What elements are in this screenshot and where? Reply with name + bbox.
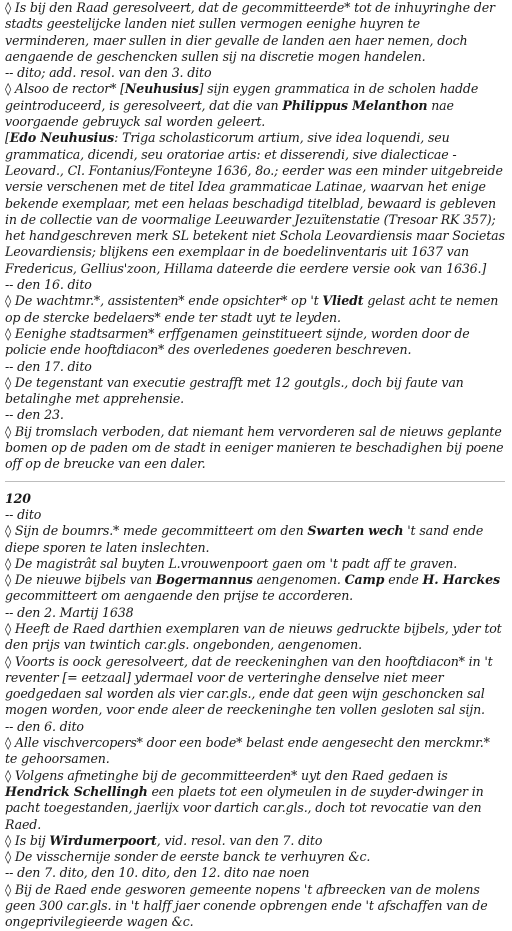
text-run: ] sijn eygen grammatica in de scholen hadde geintroduceerd, is geresolveert, dat die van: [5, 81, 479, 113]
resolution-entry: [5, 572, 505, 605]
resolution-entry: [5, 654, 505, 719]
resolution-entry: [5, 523, 505, 556]
text-run: ende: [384, 572, 423, 588]
text-run: -- den 23.: [5, 407, 64, 423]
text-run: nae voorgaende gebruyck sal worden geleert.: [5, 97, 454, 130]
resolution-entry: [5, 621, 505, 654]
section-after-page-break: [5, 507, 505, 931]
text-run: : Triga scholasticorum artium, sive idea loquendi, seu grammatica, dicendi, seu oratoriae artis: et disserendi, sive dialecticae - Leovard., Cl. Fontanius/Fonteyne 1636, 8o.; eerder was een minder uitgebreide versie verschenen met de titel Idea grammaticae Latinae, waarvan het enige bekende exemplaar, met een helaas beschadigd titelblad, bewaard is gebleven in de collectie van de voormalige Leeuwarder Jezuïtenstatie (Tresoar RK 357); het handgeschreven merk SL betekent niet Schola Leovardiensis maar Societas Leovardiensis; blijkens een exemplaar in de boedelinventaris uit 1637 van Fredericus, Gellius'zoon, Hillama dateerde die eerdere versie ook van 1636.]: [5, 130, 505, 276]
text-run: -- den 17. dito: [5, 358, 92, 374]
date-line: [5, 605, 505, 621]
text-run: ◊ Bij tromslach verboden, dat niemant hem vervorderen sal de nieuws geplante bomen op de paden om de stadt in eeniger manieren te beschadighen bij poene off op de breucke van een daler.: [5, 423, 504, 472]
resolution-entry: [5, 375, 505, 408]
resolution-entry: [5, 556, 505, 572]
text-run: ◊ Bij de Raed ende gesworen gemeente nopens 't afbreecken van de molens geen 300 car.gls. in 't halff jaer conende opbrengen ende 't afschaffen van de ongeprivilegieerde wagen &c.: [5, 881, 488, 930]
text-run: ◊ De magistrât sal buyten L.vrouwenpoort gaen om 't padt aff te graven.: [5, 555, 458, 571]
name-highlight: Vliedt: [322, 293, 364, 309]
page-number: 120: [5, 490, 31, 506]
section-before-page-break: [5, 0, 505, 473]
resolution-entry: [5, 849, 505, 865]
text-run: -- dito: [5, 506, 42, 522]
text-run: ◊ De visschernije sonder de eerste banck te verhuyren &c.: [5, 849, 371, 865]
text-run: ◊ Volgens afmetinghe bij de gecommitteerden* uyt den Raed gedaen is: [5, 767, 448, 783]
editorial-note: [5, 130, 505, 277]
name-highlight: Wirdumerpoort: [49, 832, 157, 848]
text-run: [: [5, 130, 10, 146]
resolution-entry: [5, 768, 505, 833]
text-run: ◊ Eenighe stadtsarmen* erffgenamen geinstitueert sijnde, worden door de policie ende hooftdiacon* des overledenes goederen beschreven.: [5, 325, 470, 358]
resolution-entry: [5, 81, 505, 130]
date-line: [5, 407, 505, 423]
date-line: [5, 507, 505, 523]
resolution-entry: [5, 293, 505, 326]
text-run: , vid. resol. van den 7. dito: [156, 832, 323, 848]
text-run: ◊ Alle vischvercopers* door een bode* belast ende aengesecht den merckmr.* te gehoorsamen.: [5, 735, 490, 767]
page-separator: [5, 481, 505, 482]
text-run: -- dito; add. resol. van den 3. dito: [5, 65, 212, 81]
resolution-entry: [5, 424, 505, 473]
text-run: -- den 6. dito: [5, 718, 84, 734]
name-highlight: Philippus Melanthon: [282, 97, 428, 113]
text-run: ◊ De tegenstant van executie gestrafft met 12 goutgls., doch bij faute van betalinghe met apprehensie.: [5, 374, 464, 407]
text-run: ◊ Sijn de boumrs.* mede gecommitteert om den: [5, 523, 308, 539]
name-highlight: H. Harckes: [422, 572, 500, 588]
text-run: ◊ Heeft de Raed darthien exemplaren van de nieuws gedruckte bijbels, yder tot den prijs van twintich car.gls. ongebonden, aengenomen.: [5, 620, 502, 653]
date-line: [5, 65, 505, 81]
name-highlight: Neuhusius: [124, 81, 199, 97]
text-run: ◊ De nieuwe bijbels van: [5, 572, 156, 588]
text-run: ◊ De wachtmr.*, assistenten* ende opsichter* op 't: [5, 293, 323, 309]
text-run: aengenomen.: [252, 572, 345, 588]
resolution-entry: [5, 833, 505, 849]
text-run: een plaets tot een olymeulen in de suyder-dwinger in pacht toegestanden, jaerlijx voor dartich car.gls., doch tot revocatie van den Raed.: [5, 783, 484, 832]
resolution-entry: [5, 326, 505, 359]
name-highlight: Hendrick Schellingh: [5, 783, 148, 799]
date-line: [5, 865, 505, 881]
date-line: [5, 277, 505, 293]
text-run: -- den 2. Martij 1638: [5, 604, 134, 620]
resolution-entry: [5, 0, 505, 65]
text-run: -- den 7. dito, den 10. dito, den 12. dito nae noen: [5, 865, 310, 881]
resolution-entry: [5, 735, 505, 768]
date-line: [5, 719, 505, 735]
text-run: ◊ Voorts is oock geresolveert, dat de reeckeninghen van den hooftdiacon* in 't reventer [= eetzaal] ydermael voor de verteringhe denselve niet meer goedgedaen sal worden als vier car.gls., ende dat geen wijn geschoncken sal mogen worden, voor ende aleer de reeckeninghe ten vollen gesloten sal sijn.: [5, 653, 493, 718]
text-run: ◊ Is bij: [5, 832, 50, 848]
text-run: gelast acht te nemen op de stercke bedelaers* ende ter stadt uyt te leyden.: [5, 293, 499, 325]
name-highlight: Edo Neuhusius: [9, 130, 115, 146]
text-run: ◊ Is bij den Raad geresolveert, dat de gecommitteerde* tot de inhuyringhe der stadts geestelijcke landen niet sullen vermogen eenighe huyren te verminderen, maer sullen in dier gevalle de landen aen haer nemen, doch aengaende de geschencken sullen sij na discretie mogen handelen.: [5, 0, 495, 64]
resolution-entry: [5, 882, 505, 931]
text-run: -- den 16. dito: [5, 277, 92, 293]
date-line: [5, 359, 505, 375]
name-highlight: Camp: [344, 572, 385, 588]
text-run: gecommitteert om aengaende den prijse te accorderen.: [5, 588, 354, 604]
name-highlight: Bogermannus: [155, 572, 253, 588]
name-highlight: Swarten wech: [307, 523, 404, 539]
text-run: 't sand ende diepe sporen te laten inslechten.: [5, 523, 484, 555]
text-run: ◊ Alsoo de rector* [: [5, 81, 125, 97]
